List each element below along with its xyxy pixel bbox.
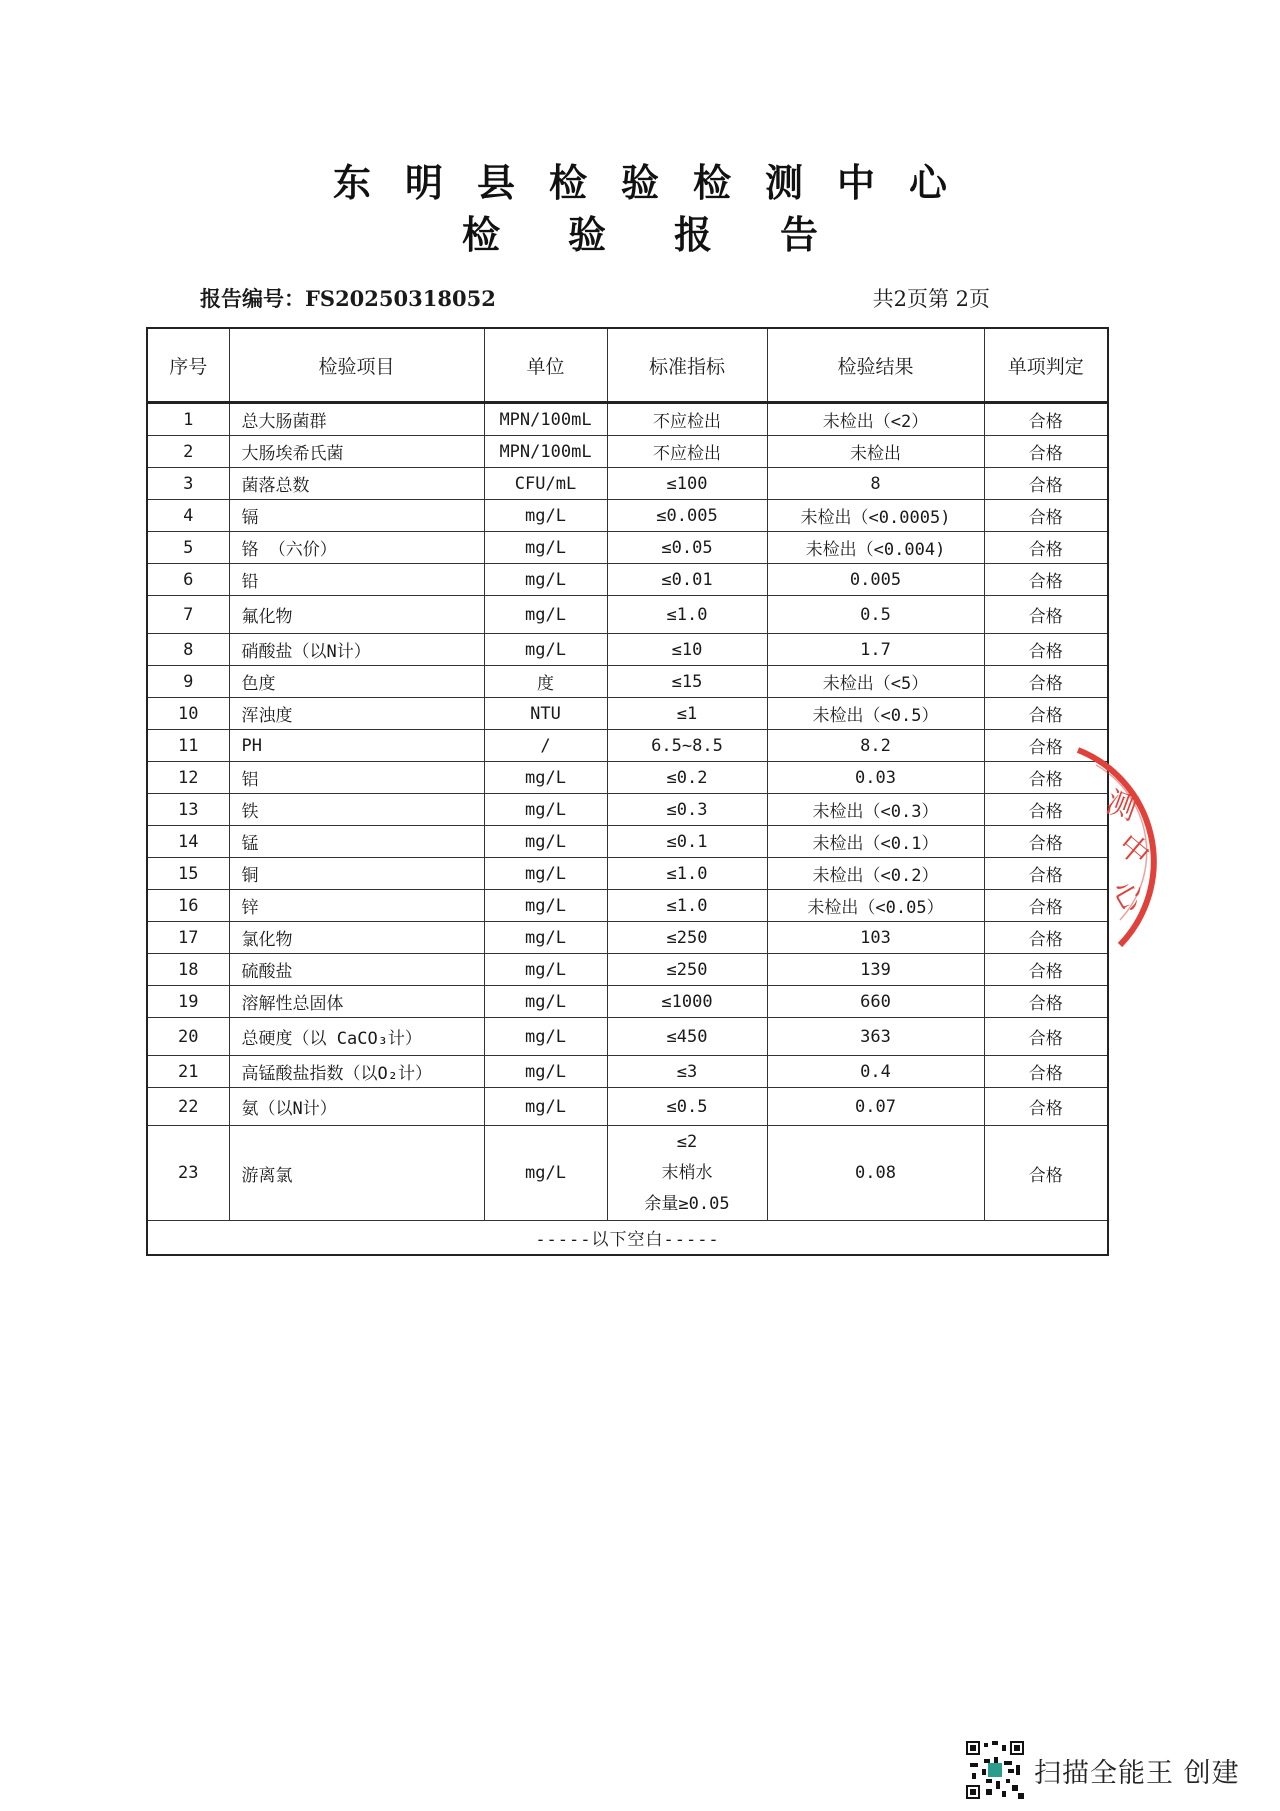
cell-standard: ≤0.005 [607,500,767,532]
cell-standard: ≤1.0 [607,596,767,634]
cell-result: 660 [767,986,984,1018]
report-number: 报告编号：FS20250318052 [200,286,496,311]
cell-item: 总大肠菌群 [229,403,484,436]
cell-result: 未检出（<0.1） [767,826,984,858]
table-row [147,468,1108,500]
cell-item: 镉 [229,500,484,532]
col-header-item: 检验项目 [229,328,484,403]
cell-result: 未检出（<5） [767,666,984,698]
cell-result: 363 [767,1018,984,1056]
cell-unit: mg/L [484,954,607,986]
cell-standard [607,1126,767,1221]
cell-verdict: 合格 [984,890,1108,922]
cell-item: 氟化物 [229,596,484,634]
cell-verdict: 合格 [984,794,1108,826]
table-row [147,403,1108,436]
cell-unit: mg/L [484,596,607,634]
col-header-standard: 标准指标 [607,328,767,403]
cell-verdict: 合格 [984,532,1108,564]
table-row [147,922,1108,954]
cell-verdict: 合格 [984,1088,1108,1126]
inspection-table [146,327,1109,1256]
cell-unit: NTU [484,698,607,730]
cell-unit: mg/L [484,922,607,954]
table-row [147,826,1108,858]
cell-verdict: 合格 [984,634,1108,666]
cell-result: 0.03 [767,762,984,794]
cell-unit: mg/L [484,890,607,922]
cell-standard: ≤450 [607,1018,767,1056]
cell-unit: / [484,730,607,762]
cell-standard: ≤0.5 [607,1088,767,1126]
table-row [147,596,1108,634]
cell-no: 10 [147,698,229,730]
cell-item: 铅 [229,564,484,596]
cell-standard: ≤1.0 [607,858,767,890]
cell-item: 氯化物 [229,922,484,954]
cell-result: 0.07 [767,1088,984,1126]
cell-item: 铜 [229,858,484,890]
table-row [147,500,1108,532]
scanner-watermark [966,1740,1240,1800]
cell-item: 大肠埃希氏菌 [229,436,484,468]
table-row [147,698,1108,730]
cell-no: 4 [147,500,229,532]
cell-unit: mg/L [484,986,607,1018]
cell-standard: ≤0.05 [607,532,767,564]
cell-verdict: 合格 [984,1126,1108,1221]
cell-standard: ≤0.01 [607,564,767,596]
table-row [147,762,1108,794]
cell-result: 未检出（<0.2） [767,858,984,890]
cell-unit: CFU/mL [484,468,607,500]
standard-line: 末梢水 [661,1162,713,1183]
svg-text:心: 心 [1105,874,1151,918]
cell-standard: ≤250 [607,922,767,954]
cell-result: 未检出 [767,436,984,468]
cell-unit: mg/L [484,858,607,890]
table-footer-row [147,1221,1108,1256]
cell-no: 18 [147,954,229,986]
table-row [147,730,1108,762]
cell-item: 铁 [229,794,484,826]
cell-no: 5 [147,532,229,564]
svg-text:中: 中 [1110,827,1157,874]
cell-verdict: 合格 [984,500,1108,532]
table-row [147,1088,1108,1126]
table-row [147,1056,1108,1088]
cell-no: 23 [147,1126,229,1221]
cell-unit: MPN/100mL [484,436,607,468]
cell-item: 锰 [229,826,484,858]
table-row [147,666,1108,698]
qr-code-icon [966,1741,1024,1799]
cell-item: PH [229,730,484,762]
cell-result: 103 [767,922,984,954]
cell-verdict: 合格 [984,698,1108,730]
blank-below-note: -----以下空白----- [147,1221,1108,1256]
table-row [147,564,1108,596]
cell-no: 16 [147,890,229,922]
col-header-unit: 单位 [484,328,607,403]
cell-item: 菌落总数 [229,468,484,500]
cell-no: 6 [147,564,229,596]
cell-verdict: 合格 [984,922,1108,954]
cell-verdict: 合格 [984,564,1108,596]
cell-result: 0.5 [767,596,984,634]
cell-verdict: 合格 [984,1018,1108,1056]
cell-item: 游离氯 [229,1126,484,1221]
cell-item: 色度 [229,666,484,698]
table-row [147,532,1108,564]
cell-result: 未检出（<0.3） [767,794,984,826]
cell-no: 9 [147,666,229,698]
cell-result: 0.4 [767,1056,984,1088]
cell-unit: mg/L [484,826,607,858]
cell-item: 氨（以N计） [229,1088,484,1126]
cell-result: 8.2 [767,730,984,762]
cell-standard: 不应检出 [607,403,767,436]
table-row [147,436,1108,468]
cell-result: 未检出（<0.5） [767,698,984,730]
cell-unit: mg/L [484,634,607,666]
cell-no: 1 [147,403,229,436]
cell-no: 20 [147,1018,229,1056]
cell-unit: mg/L [484,794,607,826]
cell-item: 浑浊度 [229,698,484,730]
cell-result: 未检出（<2） [767,403,984,436]
cell-standard: 6.5~8.5 [607,730,767,762]
cell-result: 8 [767,468,984,500]
cell-standard: ≤3 [607,1056,767,1088]
cell-item: 溶解性总固体 [229,986,484,1018]
cell-verdict: 合格 [984,858,1108,890]
cell-no: 8 [147,634,229,666]
cell-result: 未检出（<0.004) [767,532,984,564]
table-row [147,954,1108,986]
page-info: 共2页第 2页 [872,287,990,311]
cell-result: 未检出（<0.0005) [767,500,984,532]
cell-no: 21 [147,1056,229,1088]
cell-verdict: 合格 [984,1056,1108,1088]
cell-no: 17 [147,922,229,954]
cell-standard: 不应检出 [607,436,767,468]
cell-no: 11 [147,730,229,762]
cell-unit: mg/L [484,1056,607,1088]
svg-text:测: 测 [1101,784,1142,828]
cell-standard: ≤250 [607,954,767,986]
cell-unit: mg/L [484,532,607,564]
table-row [147,890,1108,922]
cell-no: 3 [147,468,229,500]
cell-no: 13 [147,794,229,826]
cell-verdict: 合格 [984,596,1108,634]
cell-no: 14 [147,826,229,858]
cell-result: 1.7 [767,634,984,666]
cell-verdict: 合格 [984,403,1108,436]
cell-verdict: 合格 [984,986,1108,1018]
cell-standard: ≤10 [607,634,767,666]
cell-standard: ≤1 [607,698,767,730]
table-row [147,1126,1108,1221]
cell-unit: MPN/100mL [484,403,607,436]
cell-item: 硫酸盐 [229,954,484,986]
cell-no: 12 [147,762,229,794]
cell-standard: ≤0.2 [607,762,767,794]
cell-no: 19 [147,986,229,1018]
scanner-label: 扫描全能王 创建 [1034,1757,1240,1789]
cell-standard: ≤1.0 [607,890,767,922]
cell-verdict: 合格 [984,826,1108,858]
table-row [147,986,1108,1018]
document-title: 检验报告 [461,212,886,257]
cell-item: 锌 [229,890,484,922]
table-row [147,858,1108,890]
cell-result: 未检出（<0.05） [767,890,984,922]
cell-standard: ≤15 [607,666,767,698]
table-row [147,634,1108,666]
cell-item: 铝 [229,762,484,794]
cell-verdict: 合格 [984,954,1108,986]
cell-verdict: 合格 [984,762,1108,794]
table-header-row [147,328,1108,403]
cell-unit: mg/L [484,762,607,794]
cell-standard: ≤0.1 [607,826,767,858]
table-row [147,794,1108,826]
cell-item: 硝酸盐（以N计） [229,634,484,666]
cell-result: 0.08 [767,1126,984,1221]
cell-unit: mg/L [484,1126,607,1221]
cell-unit: mg/L [484,500,607,532]
cell-standard: ≤0.3 [607,794,767,826]
cell-item: 铬 （六价） [229,532,484,564]
cell-unit: mg/L [484,564,607,596]
col-header-no: 序号 [147,328,229,403]
col-header-verdict: 单项判定 [984,328,1108,403]
table-row [147,1018,1108,1056]
org-title: 东明县检验检测中心 [332,160,981,205]
cell-verdict: 合格 [984,436,1108,468]
cell-item: 总硬度（以 CaCO₃计） [229,1018,484,1056]
cell-unit: 度 [484,666,607,698]
cell-no: 15 [147,858,229,890]
cell-unit: mg/L [484,1018,607,1056]
cell-verdict: 合格 [984,730,1108,762]
cell-standard: ≤100 [607,468,767,500]
cell-unit: mg/L [484,1088,607,1126]
cell-verdict: 合格 [984,468,1108,500]
col-header-result: 检验结果 [767,328,984,403]
standard-line: 余量≥0.05 [644,1193,730,1214]
cell-no: 7 [147,596,229,634]
cell-standard: ≤1000 [607,986,767,1018]
cell-result: 139 [767,954,984,986]
cell-no: 22 [147,1088,229,1126]
cell-item: 高锰酸盐指数（以O₂计） [229,1056,484,1088]
cell-no: 2 [147,436,229,468]
cell-result: 0.005 [767,564,984,596]
standard-line: ≤2 [676,1131,698,1152]
cell-verdict: 合格 [984,666,1108,698]
